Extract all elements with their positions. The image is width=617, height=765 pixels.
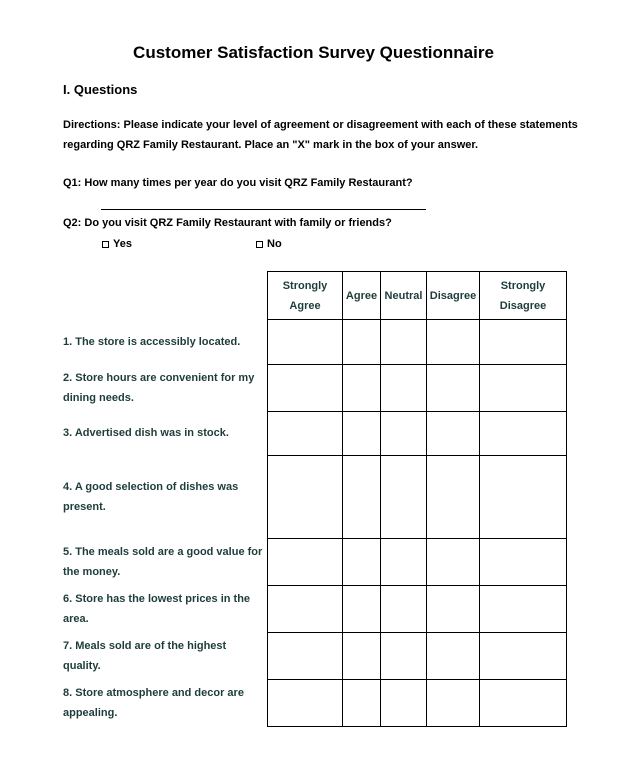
answer-line-q1[interactable] [101,209,426,210]
answer-box[interactable] [343,412,381,456]
col-disagree: Disagree [427,272,480,320]
option-yes[interactable] [102,238,132,250]
col-strongly-disagree: Strongly Disagree [480,272,567,320]
option-no-label: No [267,238,282,250]
question-1: Q1: How many times per year do you visit QRZ Family Restaurant? [63,177,413,189]
answer-box[interactable] [381,539,427,586]
answer-box[interactable] [480,539,567,586]
answer-box[interactable] [343,633,381,680]
answer-box[interactable] [268,586,343,633]
statement-label: 3. Advertised dish was in stock. [63,427,229,439]
answer-box[interactable] [343,680,381,727]
answer-box[interactable] [343,539,381,586]
answer-box[interactable] [427,365,480,412]
answer-box[interactable] [381,320,427,365]
answer-box[interactable] [268,633,343,680]
answer-box[interactable] [268,365,343,412]
answer-box[interactable] [381,586,427,633]
answer-box[interactable] [381,456,427,539]
answer-box[interactable] [480,456,567,539]
col-neutral: Neutral [381,272,427,320]
col-strongly-agree: Strongly Agree [268,272,343,320]
table-row [268,456,567,539]
statement-label: 7. Meals sold are of the highest quality. [63,639,227,672]
answer-box[interactable] [343,320,381,365]
answer-box[interactable] [480,365,567,412]
answer-box[interactable] [381,633,427,680]
answer-box[interactable] [268,680,343,727]
answer-box[interactable] [343,456,381,539]
answer-box[interactable] [480,633,567,680]
answer-box[interactable] [268,320,343,365]
statement-label: 6. Store has the lowest prices in the area. [63,592,251,625]
rating-grid [267,271,567,727]
table-row [268,320,567,365]
statement-label: 8. Store atmosphere and decor are appealing. [63,686,244,719]
answer-box[interactable] [427,539,480,586]
question-2: Q2: Do you visit QRZ Family Restaurant with family or friends? [63,217,392,229]
answer-box[interactable] [427,633,480,680]
table-row [268,633,567,680]
option-no[interactable] [256,238,282,250]
statement-label: 2. Store hours are convenient for my dining needs. [63,371,255,404]
section-heading: I. Questions [63,82,138,97]
table-row [268,539,567,586]
table-row [268,586,567,633]
checkbox-yes[interactable] [102,241,109,248]
directions-text: Directions: Please indicate your level of agreement or disagreement with each of these statements regarding QRZ Family Restaurant. Place an "X" mark in the box of your answer. [63,119,578,151]
answer-box[interactable] [343,365,381,412]
table-row [268,365,567,412]
answer-box[interactable] [268,539,343,586]
answer-box[interactable] [381,412,427,456]
answer-box[interactable] [427,320,480,365]
answer-box[interactable] [480,320,567,365]
table-row [268,680,567,727]
answer-box[interactable] [268,456,343,539]
answer-box[interactable] [427,680,480,727]
statement-label: 4. A good selection of dishes was present. [63,480,239,513]
option-yes-label: Yes [113,238,132,250]
checkbox-no[interactable] [256,241,263,248]
answer-box[interactable] [381,365,427,412]
statement-label: 5. The meals sold are a good value for the money. [63,545,263,578]
answer-box[interactable] [427,586,480,633]
col-agree: Agree [343,272,381,320]
answer-box[interactable] [427,456,480,539]
answer-box[interactable] [427,412,480,456]
answer-box[interactable] [480,412,567,456]
answer-box[interactable] [268,412,343,456]
statement-label: 1. The store is accessibly located. [63,335,241,348]
table-row [268,412,567,456]
answer-box[interactable] [480,680,567,727]
answer-box[interactable] [381,680,427,727]
page-title: Customer Satisfaction Survey Questionnaire [133,43,494,62]
answer-box[interactable] [343,586,381,633]
grid-header-row [268,272,567,320]
answer-box[interactable] [480,586,567,633]
